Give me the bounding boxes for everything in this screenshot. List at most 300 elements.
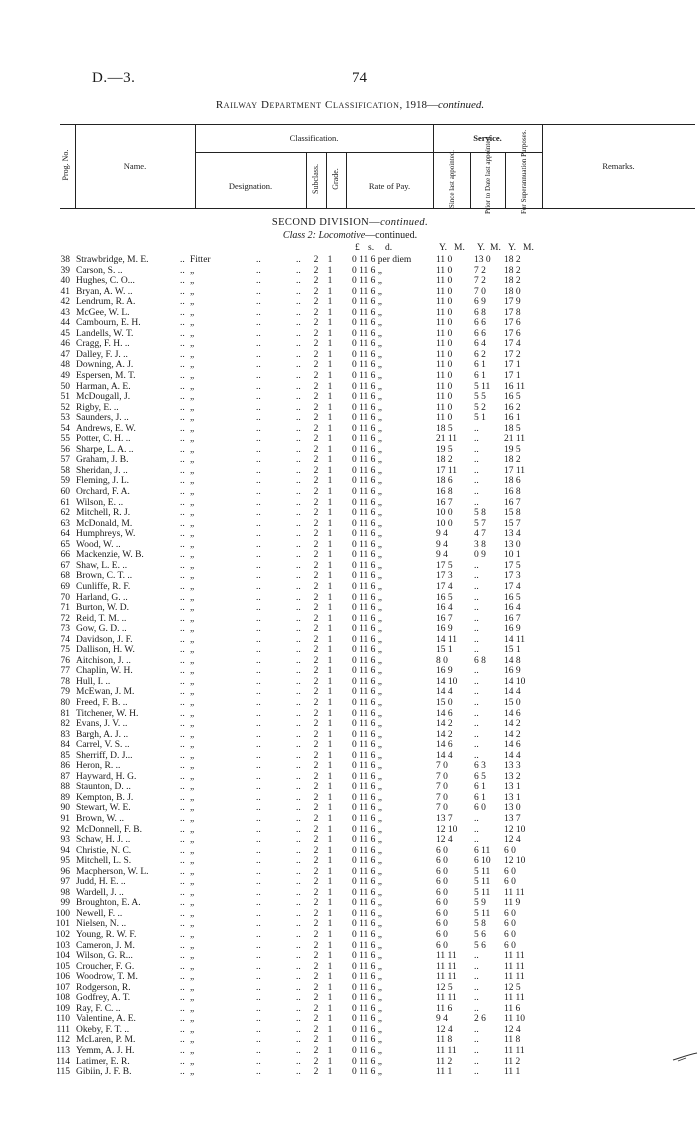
subclass: 2 bbox=[313, 455, 319, 466]
rate-of-pay: 0 11 6 „ bbox=[352, 993, 382, 1004]
leader-dots: .. bbox=[256, 898, 261, 909]
rate-of-pay: 0 11 6 „ bbox=[352, 371, 382, 382]
employee-name: Saunders, J. .. bbox=[76, 413, 129, 424]
leader-dots: .. bbox=[180, 297, 185, 308]
table-row bbox=[0, 424, 700, 435]
employee-name: Dallison, H. W. bbox=[76, 645, 135, 656]
service-prior: .. bbox=[474, 560, 479, 571]
service-prior: 6 0 bbox=[474, 803, 486, 814]
leader-dots: .. bbox=[180, 993, 185, 1004]
rate-of-pay: 0 11 6 „ bbox=[352, 866, 382, 877]
service-since-last: 16 8 bbox=[436, 487, 453, 498]
rate-of-pay: 0 11 6 „ bbox=[352, 708, 382, 719]
service-prior: .. bbox=[474, 487, 479, 498]
leader-dots: .. bbox=[180, 360, 185, 371]
rate-of-pay: 0 11 6 „ bbox=[352, 771, 382, 782]
prog-no: 110 bbox=[56, 1014, 70, 1025]
designation: „ bbox=[190, 592, 195, 603]
service-since-last: 11 11 bbox=[436, 1046, 457, 1057]
service-superannuation: 6 0 bbox=[504, 877, 516, 888]
leader-dots: .. bbox=[180, 782, 185, 793]
leader-dots: .. bbox=[256, 1067, 261, 1078]
employee-name: Heron, R. .. bbox=[76, 761, 121, 772]
grade: 1 bbox=[327, 687, 333, 698]
subclass: 2 bbox=[313, 560, 319, 571]
designation: „ bbox=[190, 887, 195, 898]
employee-name: Aitchison, J. .. bbox=[76, 655, 131, 666]
grade: 1 bbox=[327, 255, 333, 265]
service-prior: .. bbox=[474, 571, 479, 582]
unit-shillings: s. bbox=[368, 243, 375, 253]
leader-dots: .. bbox=[180, 634, 185, 645]
subclass: 2 bbox=[313, 740, 319, 751]
leader-dots: .. bbox=[256, 307, 261, 318]
service-superannuation: 11 11 bbox=[504, 972, 525, 983]
subclass: 2 bbox=[313, 982, 319, 993]
table-row bbox=[0, 1057, 700, 1068]
employee-name: Christie, N. C. bbox=[76, 845, 132, 856]
designation: „ bbox=[190, 603, 195, 614]
subclass: 2 bbox=[313, 592, 319, 603]
grade: 1 bbox=[327, 444, 333, 455]
prog-no: 112 bbox=[56, 1035, 70, 1046]
service-since-last: 11 0 bbox=[436, 297, 453, 308]
designation: „ bbox=[190, 349, 195, 360]
leader-dots: .. bbox=[296, 487, 301, 498]
classification-header: Classification. bbox=[289, 133, 339, 143]
table-row bbox=[0, 498, 700, 509]
subclass: 2 bbox=[313, 603, 319, 614]
leader-dots: .. bbox=[180, 687, 185, 698]
division-continued: continued. bbox=[380, 217, 429, 228]
employee-name: McGee, W. L. bbox=[76, 307, 130, 318]
leader-dots: .. bbox=[296, 444, 301, 455]
grade: 1 bbox=[327, 951, 333, 962]
subclass: 2 bbox=[313, 255, 319, 265]
rate-of-pay: 0 11 6 „ bbox=[352, 581, 382, 592]
service-superannuation: 12 10 bbox=[504, 856, 526, 867]
table-row bbox=[0, 403, 700, 414]
service-since-last: 11 0 bbox=[436, 360, 453, 371]
leader-dots: .. bbox=[180, 592, 185, 603]
rate-of-pay: 0 11 6 „ bbox=[352, 465, 382, 476]
service-superannuation: 16 9 bbox=[504, 666, 521, 677]
designation: „ bbox=[190, 750, 195, 761]
service-superannuation: 13 0 bbox=[504, 539, 521, 550]
prog-no: 64 bbox=[60, 529, 70, 540]
rate-of-pay: 0 11 6 „ bbox=[352, 286, 382, 297]
table-row bbox=[0, 287, 700, 298]
prog-no: 92 bbox=[60, 824, 70, 835]
leader-dots: .. bbox=[180, 1046, 185, 1057]
leader-dots: .. bbox=[296, 792, 301, 803]
service-superannuation: 13 1 bbox=[504, 792, 521, 803]
rate-of-pay: 0 11 6 „ bbox=[352, 392, 382, 403]
prog-no: 59 bbox=[60, 476, 70, 487]
leader-dots: .. bbox=[296, 571, 301, 582]
leader-dots: .. bbox=[256, 813, 261, 824]
prog-no: 73 bbox=[60, 624, 70, 635]
subclass: 2 bbox=[313, 877, 319, 888]
table-row bbox=[0, 635, 700, 646]
service-header: Service. bbox=[473, 133, 502, 143]
service-superannuation: 14 2 bbox=[504, 719, 521, 730]
service-since-last: 14 10 bbox=[436, 676, 458, 687]
service-prior: 4 7 bbox=[474, 529, 486, 540]
service-superannuation: 6 0 bbox=[504, 845, 516, 856]
service-prior: 6 8 bbox=[474, 655, 486, 666]
service-prior: 5 8 bbox=[474, 508, 486, 519]
leader-dots: .. bbox=[296, 813, 301, 824]
leader-dots: .. bbox=[296, 930, 301, 940]
service-prior: .. bbox=[474, 666, 479, 677]
service-superannuation: 16 9 bbox=[504, 624, 521, 635]
leader-dots: .. bbox=[296, 1067, 301, 1078]
prog-no: 62 bbox=[60, 508, 70, 519]
rate-of-pay: 0 11 6 „ bbox=[352, 719, 382, 730]
prog-no: 86 bbox=[60, 761, 70, 772]
service-prior: 5 2 bbox=[474, 402, 486, 413]
rate-of-pay: 0 11 6 „ bbox=[352, 940, 382, 951]
subclass: 2 bbox=[313, 392, 319, 403]
subclass: 2 bbox=[313, 803, 319, 814]
subclass: 2 bbox=[313, 761, 319, 772]
service-since-last: 16 7 bbox=[436, 497, 453, 508]
service-superannuation: 11 1 bbox=[504, 1067, 521, 1078]
employee-name: Godfrey, A. T. bbox=[76, 993, 131, 1004]
service-superannuation: 18 5 bbox=[504, 423, 521, 434]
leader-dots: .. bbox=[180, 824, 185, 835]
class-title: Class 2: Locomotive bbox=[282, 230, 366, 241]
service-prior: .. bbox=[474, 603, 479, 614]
prog-no: 49 bbox=[60, 371, 70, 382]
designation: „ bbox=[190, 539, 195, 550]
grade: 1 bbox=[327, 761, 333, 772]
leader-dots: .. bbox=[180, 972, 185, 983]
table-row bbox=[0, 993, 700, 1004]
subclass: 2 bbox=[313, 529, 319, 540]
leader-dots: .. bbox=[256, 1046, 261, 1057]
table-row bbox=[0, 930, 700, 941]
employee-name: Hull, I. .. bbox=[76, 676, 111, 687]
grade: 1 bbox=[327, 771, 333, 782]
service-prior: .. bbox=[474, 824, 479, 835]
service-prior: 5 6 bbox=[474, 940, 486, 951]
rate-of-pay: 0 11 6 „ bbox=[352, 624, 382, 635]
prog-no: 81 bbox=[60, 708, 70, 719]
prog-no: 111 bbox=[56, 1024, 70, 1035]
leader-dots: .. bbox=[296, 782, 301, 793]
subclass: 2 bbox=[313, 613, 319, 624]
leader-dots: .. bbox=[180, 339, 185, 350]
service-since-last: 12 10 bbox=[436, 824, 458, 835]
leader-dots: .. bbox=[296, 697, 301, 708]
pen-mark bbox=[672, 1052, 698, 1062]
designation: „ bbox=[190, 518, 195, 529]
designation: „ bbox=[190, 687, 195, 698]
table-row bbox=[0, 888, 700, 899]
employee-name: Croucher, F. G. bbox=[76, 961, 135, 972]
leader-dots: .. bbox=[256, 624, 261, 635]
class-heading bbox=[0, 230, 700, 241]
unit-months: M. bbox=[490, 243, 501, 253]
leader-dots: .. bbox=[180, 286, 185, 297]
leader-dots: .. bbox=[296, 803, 301, 814]
designation: „ bbox=[190, 930, 195, 940]
leader-dots: .. bbox=[296, 676, 301, 687]
employee-name: Okeby, F. T. .. bbox=[76, 1024, 130, 1035]
service-since-last: 11 0 bbox=[436, 392, 453, 403]
employee-name: Cragg, F. H. .. bbox=[76, 339, 130, 350]
grade: 1 bbox=[327, 792, 333, 803]
leader-dots: .. bbox=[256, 255, 261, 265]
grade: 1 bbox=[327, 371, 333, 382]
leader-dots: .. bbox=[296, 1024, 301, 1035]
leader-dots: .. bbox=[256, 613, 261, 624]
service-prior: .. bbox=[474, 993, 479, 1004]
service-since-last: 11 0 bbox=[436, 255, 453, 265]
grade: 1 bbox=[327, 497, 333, 508]
rate-of-pay: 0 11 6 „ bbox=[352, 761, 382, 772]
service-since-last: 7 0 bbox=[436, 792, 448, 803]
table-row bbox=[0, 276, 700, 287]
leader-dots: .. bbox=[296, 908, 301, 919]
leader-dots: .. bbox=[256, 930, 261, 940]
leader-dots: .. bbox=[296, 560, 301, 571]
subclass: 2 bbox=[313, 729, 319, 740]
grade: 1 bbox=[327, 813, 333, 824]
leader-dots: .. bbox=[296, 539, 301, 550]
service-prior: 7 2 bbox=[474, 276, 486, 287]
leader-dots: .. bbox=[256, 1056, 261, 1067]
subclass: 2 bbox=[313, 444, 319, 455]
rate-of-pay: 0 11 6 „ bbox=[352, 381, 382, 392]
leader-dots: .. bbox=[256, 655, 261, 666]
service-prior: .. bbox=[474, 835, 479, 846]
employee-name: Sheridan, J. .. bbox=[76, 465, 128, 476]
service-superannuation: 15 7 bbox=[504, 518, 521, 529]
rate-of-pay: 0 11 6 „ bbox=[352, 487, 382, 498]
service-prior: 2 6 bbox=[474, 1014, 486, 1025]
leader-dots: .. bbox=[256, 339, 261, 350]
service-prior: .. bbox=[474, 581, 479, 592]
subclass: 2 bbox=[313, 782, 319, 793]
leader-dots: .. bbox=[256, 550, 261, 561]
prog-no: 99 bbox=[60, 898, 70, 909]
designation: „ bbox=[190, 560, 195, 571]
service-prior: 6 3 bbox=[474, 761, 486, 772]
subclass: 2 bbox=[313, 972, 319, 983]
service-since-last: 18 6 bbox=[436, 476, 453, 487]
rate-of-pay: 0 11 6 „ bbox=[352, 813, 382, 824]
prog-no: 76 bbox=[60, 655, 70, 666]
grade: 1 bbox=[327, 697, 333, 708]
leader-dots: .. bbox=[180, 423, 185, 434]
prog-no: 100 bbox=[55, 908, 70, 919]
service-superannuation: 17 11 bbox=[504, 465, 526, 476]
service-since-last: 11 8 bbox=[436, 1035, 453, 1046]
leader-dots: .. bbox=[296, 771, 301, 782]
grade: 1 bbox=[327, 560, 333, 571]
prog-no: 68 bbox=[60, 571, 70, 582]
service-since-last: 11 11 bbox=[436, 961, 457, 972]
service-prior: 6 1 bbox=[474, 792, 486, 803]
service-superannuation: 17 4 bbox=[504, 339, 521, 350]
rate-of-pay: 0 11 6 „ bbox=[352, 571, 382, 582]
designation: „ bbox=[190, 581, 195, 592]
leader-dots: .. bbox=[296, 887, 301, 898]
grade: 1 bbox=[327, 529, 333, 540]
grade: 1 bbox=[327, 297, 333, 308]
leader-dots: .. bbox=[180, 803, 185, 814]
leader-dots: .. bbox=[256, 908, 261, 919]
subclass: 2 bbox=[313, 898, 319, 909]
division-title: SECOND DIVISION— bbox=[271, 217, 381, 228]
subclass: 2 bbox=[313, 328, 319, 339]
leader-dots: .. bbox=[296, 307, 301, 318]
rate-of-pay: 0 11 6 „ bbox=[352, 423, 382, 434]
subclass: 2 bbox=[313, 381, 319, 392]
leader-dots: .. bbox=[296, 750, 301, 761]
service-superannuation: 16 7 bbox=[504, 613, 521, 624]
leader-dots: .. bbox=[256, 729, 261, 740]
subclass: 2 bbox=[313, 518, 319, 529]
rate-of-pay: 0 11 6 „ bbox=[352, 276, 382, 287]
grade: 1 bbox=[327, 729, 333, 740]
service-superannuation: 17 1 bbox=[504, 371, 521, 382]
service-prior: .. bbox=[474, 613, 479, 624]
rate-of-pay: 0 11 6 „ bbox=[352, 898, 382, 909]
document-reference: D.—3. bbox=[92, 70, 136, 86]
leader-dots: .. bbox=[180, 318, 185, 329]
service-prior: 13 0 bbox=[474, 255, 491, 265]
leader-dots: .. bbox=[180, 666, 185, 677]
employee-name: Staunton, D. .. bbox=[76, 782, 131, 793]
service-prior: .. bbox=[474, 708, 479, 719]
leader-dots: .. bbox=[180, 708, 185, 719]
rate-of-pay: 0 11 6 „ bbox=[352, 265, 382, 276]
service-prior: .. bbox=[474, 972, 479, 983]
leader-dots: .. bbox=[256, 961, 261, 972]
subclass: 2 bbox=[313, 318, 319, 329]
rate-of-pay: 0 11 6 „ bbox=[352, 339, 382, 350]
service-superannuation: 11 11 bbox=[504, 887, 525, 898]
designation: „ bbox=[190, 423, 195, 434]
service-superannuation: 16 1 bbox=[504, 413, 521, 424]
leader-dots: .. bbox=[256, 349, 261, 360]
subclass: 2 bbox=[313, 339, 319, 350]
service-superannuation: 14 2 bbox=[504, 729, 521, 740]
rate-of-pay: 0 11 6 „ bbox=[352, 560, 382, 571]
prog-no: 115 bbox=[56, 1067, 70, 1078]
prog-no: 71 bbox=[60, 603, 70, 614]
leader-dots: .. bbox=[180, 740, 185, 751]
grade: 1 bbox=[327, 1046, 333, 1057]
prog-no: 87 bbox=[60, 771, 70, 782]
leader-dots: .. bbox=[296, 381, 301, 392]
employee-name: Strawbridge, M. E. bbox=[76, 255, 149, 265]
table-row bbox=[0, 519, 700, 530]
leader-dots: .. bbox=[256, 592, 261, 603]
employee-name: McDougall, J. bbox=[76, 392, 131, 403]
table-row bbox=[0, 603, 700, 614]
service-superannuation: 13 1 bbox=[504, 782, 521, 793]
table-row bbox=[0, 455, 700, 466]
designation: „ bbox=[190, 761, 195, 772]
prog-no: 77 bbox=[60, 666, 70, 677]
service-superannuation: 12 4 bbox=[504, 835, 521, 846]
subclass: 2 bbox=[313, 845, 319, 856]
prog-no: 82 bbox=[60, 719, 70, 730]
table-row bbox=[0, 413, 700, 424]
subclass: 2 bbox=[313, 497, 319, 508]
service-since-last: 17 5 bbox=[436, 560, 453, 571]
leader-dots: .. bbox=[256, 603, 261, 614]
service-superannuation: 14 6 bbox=[504, 740, 521, 751]
grade: 1 bbox=[327, 655, 333, 666]
leader-dots: .. bbox=[296, 508, 301, 519]
employee-name: Rigby, E. .. bbox=[76, 402, 119, 413]
designation: „ bbox=[190, 972, 195, 983]
service-since-last: 12 4 bbox=[436, 835, 453, 846]
service-since-last: 11 0 bbox=[436, 276, 453, 287]
leader-dots: .. bbox=[180, 792, 185, 803]
rate-of-pay: 0 11 6 „ bbox=[352, 961, 382, 972]
employee-name: Andrews, E. W. bbox=[76, 423, 136, 434]
leader-dots: .. bbox=[256, 771, 261, 782]
grade: 1 bbox=[327, 360, 333, 371]
leader-dots: .. bbox=[256, 381, 261, 392]
designation: „ bbox=[190, 634, 195, 645]
service-since-last: 15 1 bbox=[436, 645, 453, 656]
designation: „ bbox=[190, 328, 195, 339]
service-since-last: 11 11 bbox=[436, 993, 457, 1004]
grade: 1 bbox=[327, 666, 333, 677]
leader-dots: .. bbox=[256, 634, 261, 645]
employee-name: Stewart, W. E. bbox=[76, 803, 131, 814]
rate-of-pay: 0 11 6 „ bbox=[352, 982, 382, 993]
service-prior: 0 9 bbox=[474, 550, 486, 561]
service-since-last: 17 3 bbox=[436, 571, 453, 582]
service-since-last: 16 9 bbox=[436, 624, 453, 635]
remarks-header: Remarks. bbox=[602, 161, 635, 171]
leader-dots: .. bbox=[180, 719, 185, 730]
service-prior: .. bbox=[474, 1056, 479, 1067]
leader-dots: .. bbox=[256, 792, 261, 803]
rate-of-pay: 0 11 6 „ bbox=[352, 676, 382, 687]
prog-no: 45 bbox=[60, 328, 70, 339]
leader-dots: .. bbox=[256, 497, 261, 508]
table-row bbox=[0, 1025, 700, 1036]
prog-no: 75 bbox=[60, 645, 70, 656]
service-prior: .. bbox=[474, 813, 479, 824]
leader-dots: .. bbox=[256, 423, 261, 434]
subclass: 2 bbox=[313, 360, 319, 371]
table-row bbox=[0, 645, 700, 656]
grade: 1 bbox=[327, 982, 333, 993]
leader-dots: .. bbox=[296, 961, 301, 972]
service-superannuation: 18 2 bbox=[504, 265, 521, 276]
service-prior: 6 11 bbox=[474, 845, 491, 856]
subclass: 2 bbox=[313, 676, 319, 687]
service-since-last: 11 0 bbox=[436, 349, 453, 360]
header-rule bbox=[505, 152, 506, 208]
employee-name: Potter, C. H. .. bbox=[76, 434, 131, 445]
grade: 1 bbox=[327, 972, 333, 983]
leader-dots: .. bbox=[256, 866, 261, 877]
leader-dots: .. bbox=[180, 307, 185, 318]
service-prior: 6 1 bbox=[474, 371, 486, 382]
